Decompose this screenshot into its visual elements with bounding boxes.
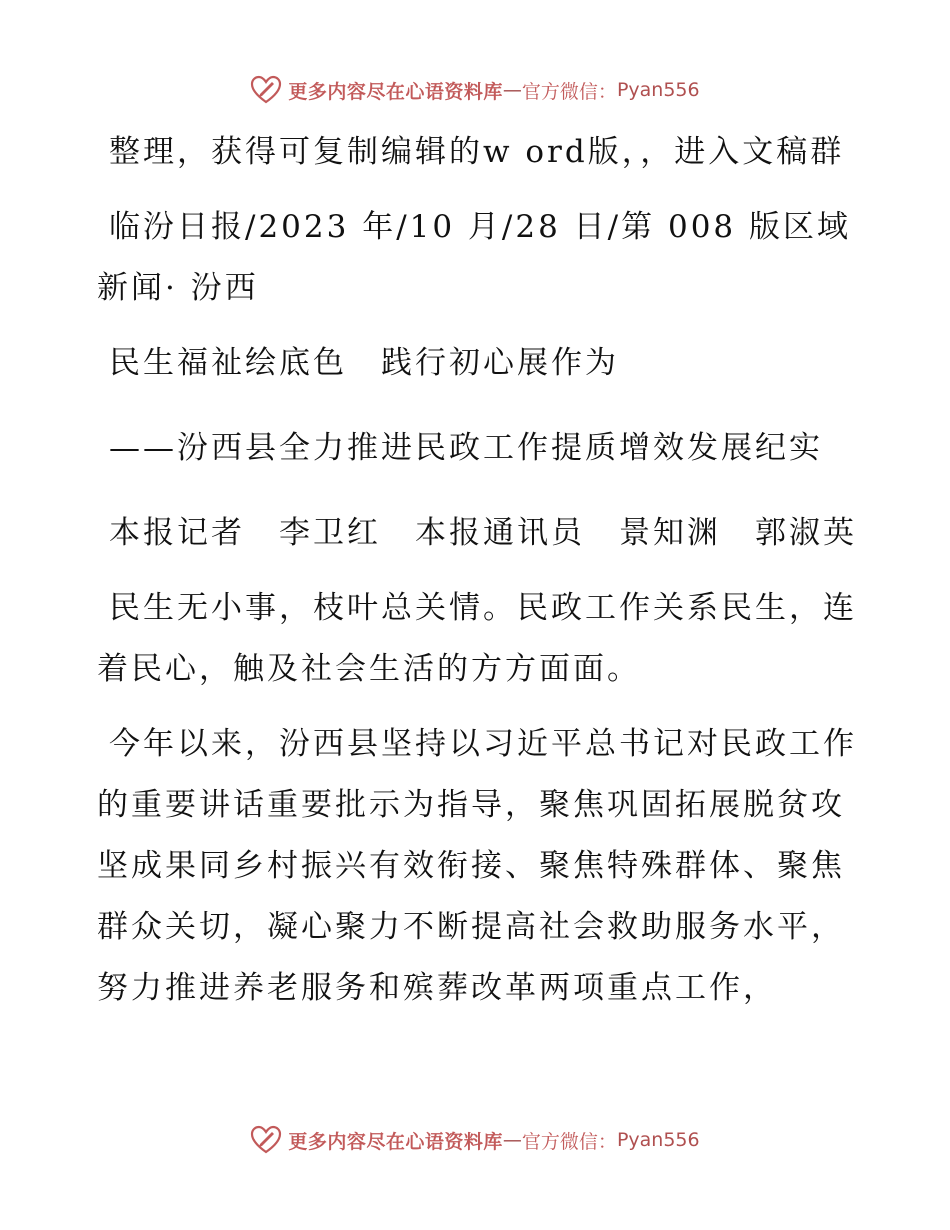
watermark-separator: — [502, 1129, 522, 1151]
source-line: 临汾日报/2023 年/10 月/28 日/第 008 版区域新闻· 汾西 [97, 209, 852, 306]
heart-pen-logo-icon [250, 74, 282, 106]
article-title: 民生福祉绘底色 践行初心展作为 [109, 345, 619, 381]
byline: 本报记者 李卫红 本报通讯员 景知渊 郭淑英 [109, 515, 857, 551]
heart-pen-logo-icon [250, 1124, 282, 1156]
body-paragraph: 民生无小事，枝叶总关情。民政工作关系民生，连着民心，触及社会生活的方方面面。 [97, 590, 857, 687]
watermark-sub-text: 官方微信： [521, 1130, 617, 1153]
body-paragraph: 今年以来，汾西县坚持以习近平总书记对民政工作的重要讲话重要批示为指导，聚焦巩固拓展脱贫攻坚成果同乡村振兴有效衔接、聚焦特殊群体、聚焦群众关切，凝心聚力不断提高社会救助服务水平，努力推进养老服务和殡葬改革两项重点工作， [97, 726, 857, 1006]
intro-paragraph: 整理，获得可复制编辑的w ord版，，进入文稿群 [109, 134, 845, 170]
watermark-sub-text: 官方微信： [521, 80, 617, 103]
watermark-main-text: 更多内容尽在心语资料库 [288, 1130, 503, 1153]
footer-watermark [0, 1120, 950, 1160]
watermark-main-text: 更多内容尽在心语资料库 [288, 80, 503, 103]
watermark-account: Pyan556 [616, 1129, 700, 1151]
header-watermark [0, 70, 950, 110]
watermark-separator: — [502, 79, 522, 101]
article-subtitle: ——汾西县全力推进民政工作提质增效发展纪实 [109, 430, 823, 466]
document-body [97, 122, 857, 1043]
watermark-account: Pyan556 [616, 79, 700, 101]
